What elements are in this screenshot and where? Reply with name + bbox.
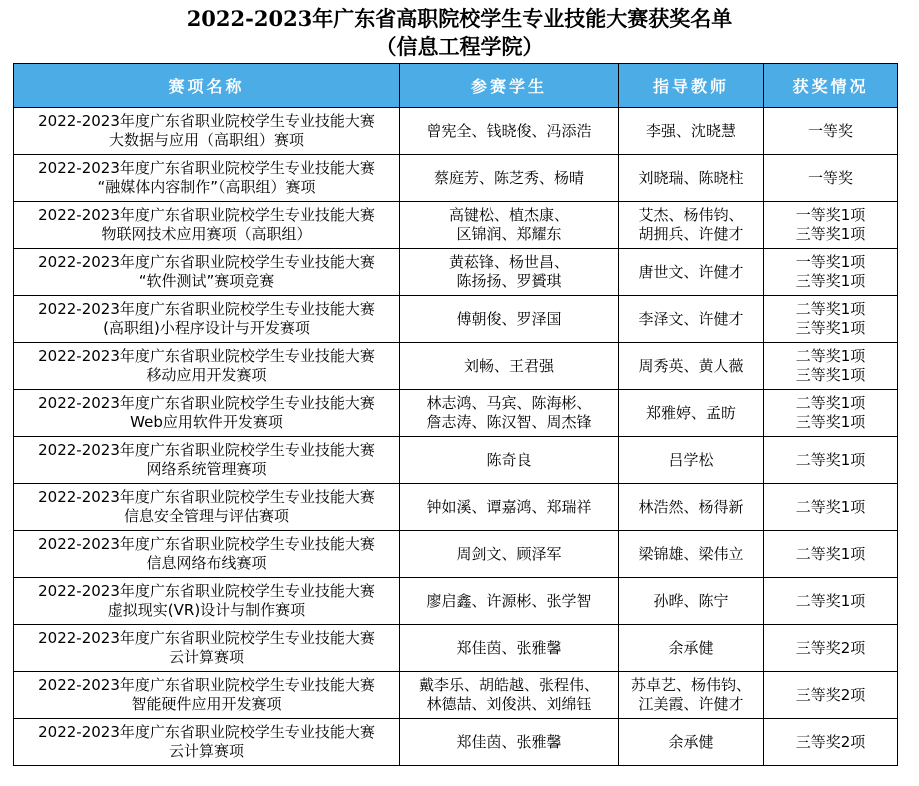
table-row xyxy=(14,531,898,578)
table-row xyxy=(14,296,898,343)
teachers-cell: 吕学松 xyxy=(619,437,764,484)
event-cell: 2022-2023年度广东省职业院校学生专业技能大赛 物联网技术应用赛项（高职组） xyxy=(14,202,400,249)
table-row xyxy=(14,155,898,202)
students-cell: 周剑文、顾泽军 xyxy=(400,531,619,578)
table-row xyxy=(14,249,898,296)
event-cell: 2022-2023年度广东省职业院校学生专业技能大赛 智能硬件应用开发赛项 xyxy=(14,672,400,719)
students-cell: 林志鸿、马宾、陈海彬、 詹志涛、陈汉智、周杰锋 xyxy=(400,390,619,437)
header-event: 赛项名称 xyxy=(14,64,400,108)
teachers-cell: 苏卓艺、杨伟钧、 江美霞、许健才 xyxy=(619,672,764,719)
header-students: 参赛学生 xyxy=(400,64,619,108)
students-cell: 高键松、植杰康、 区锦润、郑耀东 xyxy=(400,202,619,249)
teachers-cell: 唐世文、许健才 xyxy=(619,249,764,296)
teachers-cell: 孙晔、陈宁 xyxy=(619,578,764,625)
teachers-cell: 郑雅婷、孟昉 xyxy=(619,390,764,437)
students-cell: 郑佳茵、张雅馨 xyxy=(400,719,619,766)
students-cell: 曾宪全、钱晓俊、冯添浩 xyxy=(400,108,619,155)
award-cell: 二等奖1项 xyxy=(764,531,898,578)
table-row xyxy=(14,484,898,531)
students-cell: 黄菘锋、杨世昌、 陈扬扬、罗贇琪 xyxy=(400,249,619,296)
table-header-row xyxy=(14,64,898,108)
event-cell: 2022-2023年度广东省职业院校学生专业技能大赛 虚拟现实(VR)设计与制作赛项 xyxy=(14,578,400,625)
award-cell: 三等奖2项 xyxy=(764,719,898,766)
students-cell: 戴李乐、胡皓越、张程伟、 林德喆、刘俊洪、刘绵钰 xyxy=(400,672,619,719)
award-cell: 一等奖 xyxy=(764,108,898,155)
table-row xyxy=(14,343,898,390)
event-cell: 2022-2023年度广东省职业院校学生专业技能大赛 云计算赛项 xyxy=(14,625,400,672)
teachers-cell: 李泽文、许健才 xyxy=(619,296,764,343)
event-cell: 2022-2023年度广东省职业院校学生专业技能大赛 信息安全管理与评估赛项 xyxy=(14,484,400,531)
event-cell: 2022-2023年度广东省职业院校学生专业技能大赛 (高职组)小程序设计与开发赛项 xyxy=(14,296,400,343)
header-award: 获奖情况 xyxy=(764,64,898,108)
table-row xyxy=(14,578,898,625)
table-row xyxy=(14,719,898,766)
table-row xyxy=(14,108,898,155)
award-cell: 二等奖1项 xyxy=(764,484,898,531)
award-cell: 三等奖2项 xyxy=(764,625,898,672)
teachers-cell: 林浩然、杨得新 xyxy=(619,484,764,531)
teachers-cell: 李强、沈晓慧 xyxy=(619,108,764,155)
event-cell: 2022-2023年度广东省职业院校学生专业技能大赛 信息网络布线赛项 xyxy=(14,531,400,578)
event-cell: 2022-2023年度广东省职业院校学生专业技能大赛 大数据与应用（高职组）赛项 xyxy=(14,108,400,155)
event-cell: 2022-2023年度广东省职业院校学生专业技能大赛 云计算赛项 xyxy=(14,719,400,766)
page-title: 2022-2023年广东省高职院校学生专业技能大赛获奖名单 xyxy=(186,6,733,31)
event-cell: 2022-2023年度广东省职业院校学生专业技能大赛 “软件测试”赛项竞赛 xyxy=(14,249,400,296)
event-cell: 2022-2023年度广东省职业院校学生专业技能大赛 网络系统管理赛项 xyxy=(14,437,400,484)
students-cell: 郑佳茵、张雅馨 xyxy=(400,625,619,672)
students-cell: 钟如溪、谭嘉鸿、郑瑞祥 xyxy=(400,484,619,531)
teachers-cell: 余承健 xyxy=(619,625,764,672)
teachers-cell: 周秀英、黄人薇 xyxy=(619,343,764,390)
award-cell: 二等奖1项 xyxy=(764,578,898,625)
teachers-cell: 余承健 xyxy=(619,719,764,766)
teachers-cell: 梁锦雄、梁伟立 xyxy=(619,531,764,578)
students-cell: 蔡庭芳、陈芝秀、杨晴 xyxy=(400,155,619,202)
students-cell: 刘畅、王君强 xyxy=(400,343,619,390)
page-subtitle: （信息工程学院） xyxy=(375,34,544,59)
award-cell: 二等奖1项 三等奖1项 xyxy=(764,343,898,390)
award-cell: 一等奖1项 三等奖1项 xyxy=(764,202,898,249)
awards-table xyxy=(13,63,898,766)
teachers-cell: 艾杰、杨伟钧、 胡拥兵、许健才 xyxy=(619,202,764,249)
table-row xyxy=(14,672,898,719)
table-row xyxy=(14,390,898,437)
award-cell: 二等奖1项 三等奖1项 xyxy=(764,390,898,437)
students-cell: 陈奇良 xyxy=(400,437,619,484)
award-cell: 二等奖1项 xyxy=(764,437,898,484)
award-cell: 一等奖 xyxy=(764,155,898,202)
event-cell: 2022-2023年度广东省职业院校学生专业技能大赛 移动应用开发赛项 xyxy=(14,343,400,390)
header-teachers: 指导教师 xyxy=(619,64,764,108)
event-cell: 2022-2023年度广东省职业院校学生专业技能大赛 “融媒体内容制作”（高职组）赛项 xyxy=(14,155,400,202)
students-cell: 傅朝俊、罗泽国 xyxy=(400,296,619,343)
table-row xyxy=(14,437,898,484)
table-row xyxy=(14,202,898,249)
award-cell: 一等奖1项 三等奖1项 xyxy=(764,249,898,296)
award-cell: 二等奖1项 三等奖1项 xyxy=(764,296,898,343)
event-cell: 2022-2023年度广东省职业院校学生专业技能大赛 Web应用软件开发赛项 xyxy=(14,390,400,437)
table-row xyxy=(14,625,898,672)
award-cell: 三等奖2项 xyxy=(764,672,898,719)
teachers-cell: 刘晓瑞、陈晓柱 xyxy=(619,155,764,202)
students-cell: 廖启鑫、许源彬、张学智 xyxy=(400,578,619,625)
